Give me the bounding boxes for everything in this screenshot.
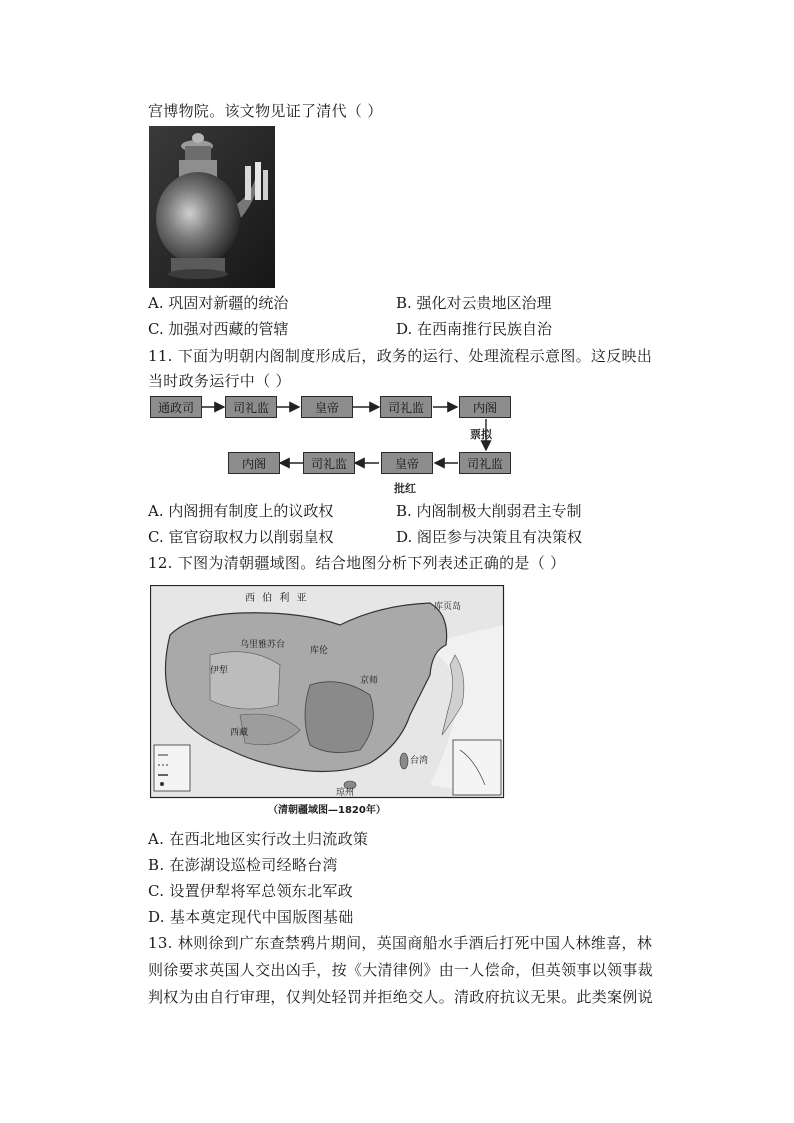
- q10-stem: 宫博物院。该文物见证了清代（ ）: [148, 102, 383, 120]
- q10-option-c[interactable]: C. 加强对西藏的管辖: [148, 320, 289, 338]
- flow-box-neige-1: 内阁: [459, 396, 511, 418]
- flow-box-emperor-2: 皇帝: [381, 452, 433, 474]
- map-label-taiwan: 台湾: [410, 756, 429, 766]
- q10-option-d[interactable]: D. 在西南推行民族自治: [396, 320, 553, 338]
- map-label-uliastai: 乌里雅苏台: [240, 640, 286, 650]
- q11-stem-line1: 11. 下面为明朝内阁制度形成后，政务的运行、处理流程示意图。这反映出: [148, 347, 653, 365]
- flow-box-silijian-3: 司礼监: [303, 452, 355, 474]
- map-label-jingshi: 京师: [360, 676, 379, 686]
- q11-stem-line2: 当时政务运行中（ ）: [148, 372, 291, 390]
- q11-option-c[interactable]: C. 宦官窃取权力以削弱皇权: [148, 528, 334, 546]
- process-flow-diagram: [150, 394, 530, 496]
- q13-line1: 13. 林则徐到广东查禁鸦片期间，英国商船水手酒后打死中国人林维喜，林: [148, 934, 653, 952]
- q11-option-a[interactable]: A. 内阁拥有制度上的议政权: [148, 502, 334, 520]
- q12-option-d[interactable]: D. 基本奠定现代中国版图基础: [148, 908, 354, 926]
- flow-box-silijian-1: 司礼监: [225, 396, 277, 418]
- map-label-kuye: 库页岛: [434, 602, 462, 612]
- q12-option-a[interactable]: A. 在西北地区实行改土归流政策: [148, 830, 369, 848]
- map-label-qiongzhou: 琼州: [336, 788, 355, 798]
- map-label-siberia: 西 伯 利 亚: [245, 593, 309, 604]
- q11-option-b[interactable]: B. 内阁制极大削弱君主专制: [396, 502, 582, 520]
- map-image: [150, 585, 508, 818]
- flow-box-silijian-2: 司礼监: [380, 396, 432, 418]
- map-label-ili: 伊犁: [210, 666, 229, 676]
- map-label-kulun: 库伦: [310, 646, 329, 656]
- flow-box-tongzhengsi: 通政司: [150, 396, 202, 418]
- q11-option-d[interactable]: D. 阁臣参与决策且有决策权: [396, 528, 583, 546]
- q12-stem: 12. 下图为清朝疆域图。结合地图分析下列表述正确的是（ ）: [148, 554, 566, 572]
- map-caption: （清朝疆域图—1820年）: [268, 805, 386, 816]
- map-label-tibet: 西藏: [230, 728, 249, 738]
- label-piaoni: 票拟: [470, 428, 492, 441]
- qing-territory-map: [150, 585, 508, 818]
- q10-option-a[interactable]: A. 巩固对新疆的统治: [148, 294, 289, 312]
- q13-line2: 则徐要求英国人交出凶手，按《大清律例》由一人偿命，但英领事以领事裁: [148, 961, 653, 979]
- q12-option-c[interactable]: C. 设置伊犁将军总领东北军政: [148, 882, 353, 900]
- flow-box-neige-2: 内阁: [228, 452, 280, 474]
- flow-box-emperor-1: 皇帝: [301, 396, 353, 418]
- artifact-image: [149, 126, 275, 288]
- flow-box-silijian-4: 司礼监: [459, 452, 511, 474]
- q10-option-b[interactable]: B. 强化对云贵地区治理: [396, 294, 552, 312]
- label-pihong: 批红: [394, 482, 416, 495]
- q13-line3: 判权为由自行审理，仅判处轻罚并拒绝交人。清政府抗议无果。此类案例说: [148, 988, 653, 1006]
- q12-option-b[interactable]: B. 在澎湖设巡检司经略台湾: [148, 856, 338, 874]
- artifact-photo: [149, 126, 275, 288]
